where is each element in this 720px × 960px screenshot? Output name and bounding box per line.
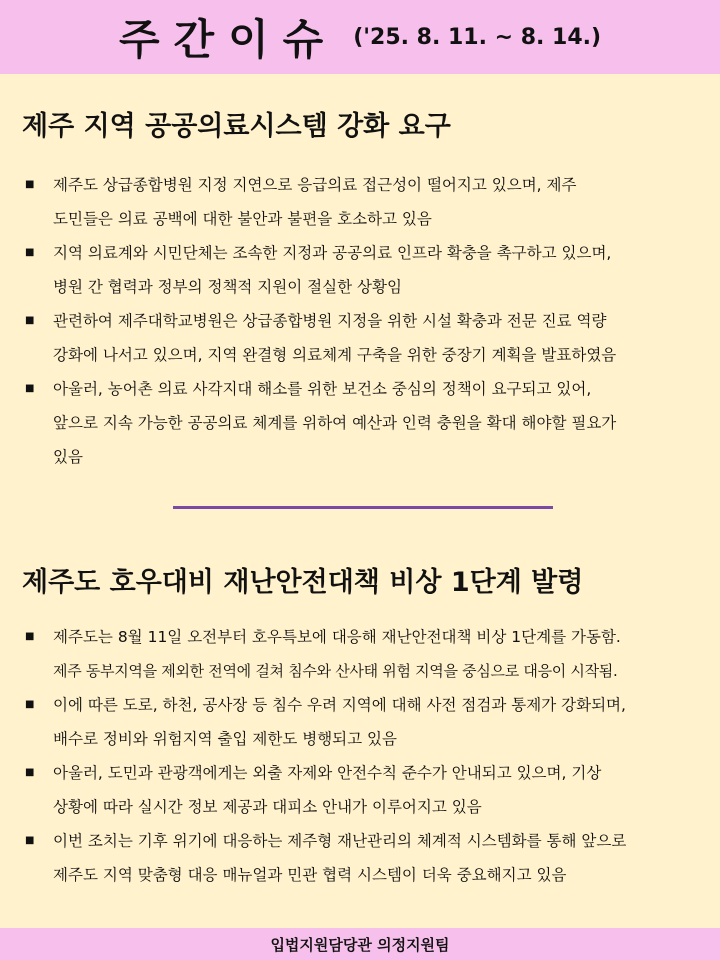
- bullet-marker: ■: [25, 315, 35, 326]
- bullet-marker: ■: [25, 247, 35, 258]
- list-item: ■ 이에 따른 도로, 하천, 공사장 등 침수 우려 지역에 대해 사전 점검과 통제가 강화되며, 배수로 정비와 위험지역 출입 제한도 병행되고 있음: [22, 688, 712, 756]
- list-item: ■ 제주도는 8월 11일 오전부터 호우특보에 대응해 재난안전대책 비상 1단계를 가동함. 제주 동부지역을 제외한 전역에 걸쳐 침수와 산사태 위험 지역을 중심으로 대응이 시작됨.: [22, 620, 712, 688]
- section-divider: [173, 506, 553, 509]
- footer-department: 입법지원담당관 의정지원팀: [270, 935, 450, 954]
- section-1-bullet-list: [22, 168, 712, 474]
- bullet-marker: ■: [25, 835, 35, 846]
- footer-band: [0, 928, 720, 960]
- section-title-2: 제주도 호우대비 재난안전대책 비상 1단계 발령: [22, 567, 584, 598]
- section-2-bullet-list: [22, 620, 712, 892]
- page-title: 주간이슈: [118, 15, 338, 64]
- header-band: [0, 0, 720, 74]
- bullet-marker: ■: [25, 631, 35, 642]
- list-item: ■ 이번 조치는 기후 위기에 대응하는 제주형 재난관리의 체계적 시스템화를 통해 앞으로 제주도 지역 맞춤형 대응 매뉴얼과 민관 협력 시스템이 더욱 중요해지고 있음: [22, 824, 712, 892]
- list-item: ■ 관련하여 제주대학교병원은 상급종합병원 지정을 위한 시설 확충과 전문 진료 역량 강화에 나서고 있으며, 지역 완결형 의료체계 구축을 위한 중장기 계획을 발표하였음: [22, 304, 712, 372]
- list-item: ■ 아울러, 도민과 관광객에게는 외출 자제와 안전수칙 준수가 안내되고 있으며, 기상 상황에 따라 실시간 정보 제공과 대피소 안내가 이루어지고 있음: [22, 756, 712, 824]
- list-item: ■ 지역 의료계와 시민단체는 조속한 지정과 공공의료 인프라 확충을 촉구하고 있으며, 병원 간 협력과 정부의 정책적 지원이 절실한 상황임: [22, 236, 712, 304]
- bullet-marker: ■: [25, 383, 35, 394]
- section-title-1: 제주 지역 공공의료시스템 강화 요구: [22, 111, 451, 142]
- bullet-marker: ■: [25, 767, 35, 778]
- list-item: ■ 제주도 상급종합병원 지정 지연으로 응급의료 접근성이 떨어지고 있으며, 제주 도민들은 의료 공백에 대한 불안과 불편을 호소하고 있음: [22, 168, 712, 236]
- list-item: ■ 아울러, 농어촌 의료 사각지대 해소를 위한 보건소 중심의 정책이 요구되고 있어, 앞으로 지속 가능한 공공의료 체계를 위하여 예산과 인력 충원을 확대 해야할 필요가 있음: [22, 372, 712, 474]
- date-range: ('25. 8. 11. ~ 8. 14.): [353, 24, 602, 50]
- bullet-marker: ■: [25, 699, 35, 710]
- bullet-marker: ■: [25, 179, 35, 190]
